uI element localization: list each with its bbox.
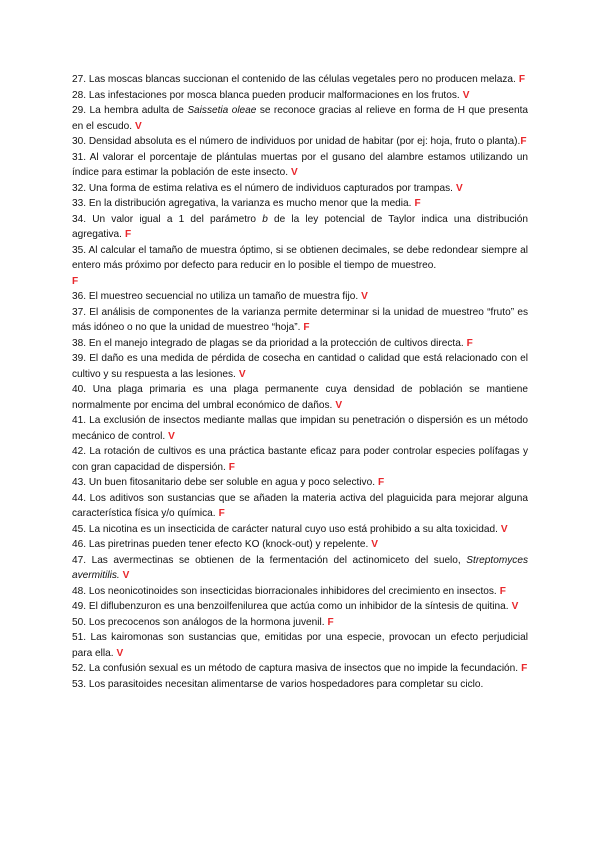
question-list (72, 72, 528, 692)
answer-mark: V (361, 291, 368, 302)
question-40: 40. Una plaga primaria es una plaga permanente cuya densidad de población se mantiene normalmente por encima del umbral económico de daños. V (72, 384, 528, 411)
question-43: 43. Un buen fitosanitario debe ser soluble en agua y poco selectivo. F (72, 477, 385, 488)
question-30: 30. Densidad absoluta es el número de individuos por unidad de habitar (por ej: hoja, fruto o planta).F (72, 136, 527, 147)
question-34: 34. Un valor igual a 1 del parámetro b de la ley potencial de Taylor indica una distribución agregativa. F (72, 213, 528, 240)
answer-mark: F (466, 337, 473, 349)
answer-mark: F (72, 275, 79, 287)
answer-mark: F (499, 585, 506, 597)
answer-mark: V (462, 89, 470, 101)
question-36: 36. El muestreo secuencial no utiliza un tamaño de muestra fijo. V (72, 291, 368, 302)
question-52: 52. La confusión sexual es un método de captura masiva de insectos que no impide la fecundación. F (72, 663, 528, 674)
question-33: 33. En la distribución agregativa, la varianza es mucho menor que la media. F (72, 198, 421, 209)
answer-mark: V (238, 368, 246, 380)
question-48: 48. Los neonicotinoides son insecticidas biorracionales inhibidores del crecimiento en insectos. F (72, 585, 506, 597)
question-44: 44. Los aditivos son sustancias que se añaden la materia activa del plaguicida para mejorar alguna característica física y/o química. F (72, 492, 528, 519)
question-29: 29. La hembra adulta de Saissetia oleae se reconoce gracias al relieve en forma de H que presenta en el escudo. V (72, 105, 529, 132)
answer-mark: F (378, 477, 385, 488)
question-45: 45. La nicotina es un insecticida de carácter natural cuyo uso está prohibido a su alta toxicidad. V (72, 523, 508, 535)
answer-mark: V (511, 601, 519, 612)
question-51: 51. Las kairomonas son sustancias que, emitidas por una especie, provocan un efecto perjudicial para ella. V (72, 632, 528, 659)
answer-mark: V (116, 647, 124, 659)
answer-mark: F (327, 616, 334, 628)
answer-mark: F (518, 74, 526, 85)
answer-mark: V (371, 539, 378, 550)
question-37: 37. El análisis de componentes de la varianza permite determinar si la unidad de muestreo “fruto” es más idóneo o no que la unidad de muestreo “hoja”. F (72, 306, 528, 333)
question-47: 47. Las avermectinas se obtienen de la fermentación del actinomiceto del suelo, Streptomyces avermitilis. V (72, 554, 528, 581)
answer-mark: V (168, 430, 175, 442)
answer-mark: F (520, 136, 527, 147)
answer-mark: V (135, 120, 142, 132)
answer-mark: F (303, 322, 310, 333)
question-50: 50. Los precocenos son análogos de la hormona juvenil. F (72, 616, 334, 628)
question-38: 38. En el manejo integrado de plagas se da prioridad a la protección de cultivos directa. F (72, 337, 473, 349)
question-41: 41. La exclusión de insectos mediante mallas que impidan su penetración o dispersión es un método mecánico de control. V (72, 415, 528, 442)
answer-mark: V (122, 570, 130, 581)
question-42: 42. La rotación de cultivos es una práctica bastante eficaz para poder controlar especies polífagas y con gran capacidad de dispersión. F (72, 446, 528, 473)
answer-mark: V (335, 399, 343, 411)
answer-mark: F (218, 508, 225, 519)
answer-mark: F (228, 461, 235, 473)
question-32: 32. Una forma de estima relativa es el número de individuos capturados por trampas. V (72, 182, 463, 194)
question-46: 46. Las piretrinas pueden tener efecto KO (knock-out) y repelente. V (72, 539, 378, 550)
answer-mark: V (500, 523, 508, 535)
question-35: 35. Al calcular el tamaño de muestra óptimo, si se obtienen decimales, se debe redondear siempre al entero más próximo por defecto para reducir en lo posible el tiempo de muestreo. F (72, 244, 528, 287)
answer-mark: V (455, 182, 463, 194)
answer-mark: F (521, 663, 528, 674)
answer-mark: F (414, 198, 421, 209)
question-39: 39. El daño es una medida de pérdida de cosecha en cantidad o calidad que está relacionado con el cultivo y su respuesta a las lesiones. V (72, 353, 528, 380)
answer-mark: V (291, 167, 298, 178)
question-53: 53. Los parasitoides necesitan alimentarse de varios hospedadores para completar su ciclo. (72, 678, 484, 690)
question-31: 31. Al valorar el porcentaje de plántulas muertas por el gusano del alambre estamos utilizando un índice para estimar la población de este insecto. V (72, 151, 528, 178)
question-49: 49. El diflubenzuron es una benzoilfenilurea que actúa como un inhibidor de la síntesis de quitina. V (72, 601, 519, 612)
answer-mark: F (124, 229, 132, 240)
question-27: 27. Las moscas blancas succionan el contenido de las células vegetales pero no producen melaza. F (72, 74, 526, 85)
question-28: 28. Las infestaciones por mosca blanca pueden producir malformaciones en los frutos. V (72, 89, 470, 101)
